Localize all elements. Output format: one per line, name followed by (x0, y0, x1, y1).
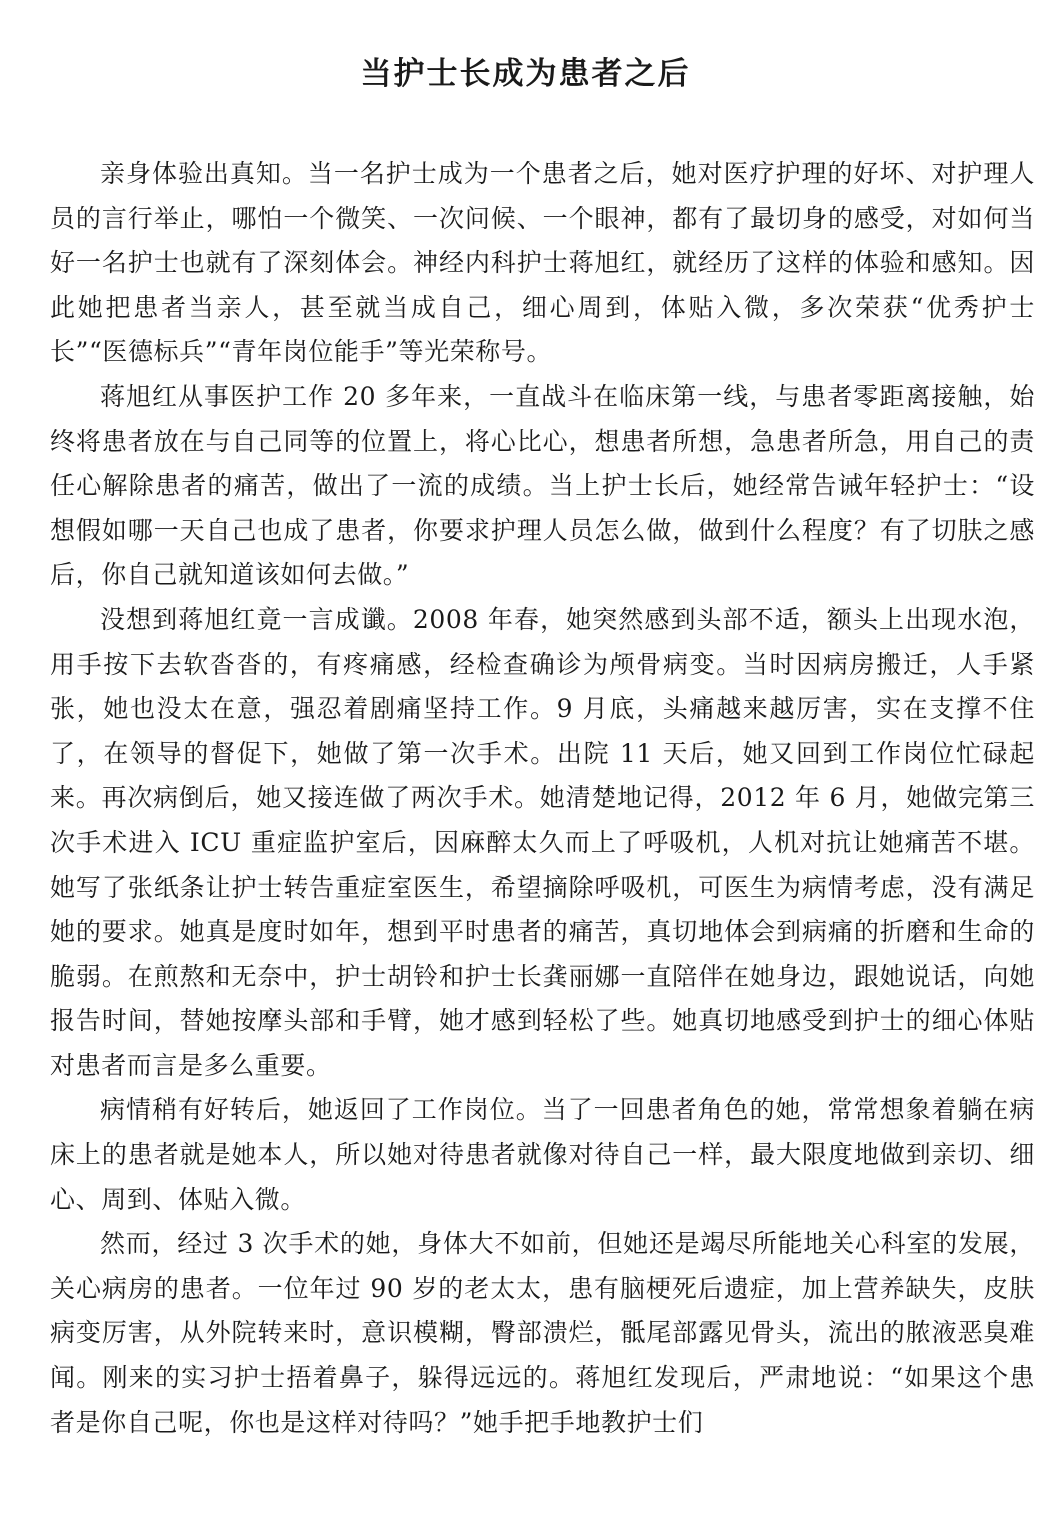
paragraph-4: 病情稍有好转后，她返回了工作岗位。当了一回患者角色的她，常常想象着躺在病床上的患者就是她本人，所以她对待患者就像对待自己一样，最大限度地做到亲切、细心、周到、体贴入微。 (50, 1095, 1035, 1214)
article-title: 当护士长成为患者之后 (360, 56, 691, 92)
paragraph-5: 然而，经过 3 次手术的她，身体大不如前，但她还是竭尽所能地关心科室的发展，关心病房的患者。一位年过 90 岁的老太太，患有脑梗死后遗症，加上营养缺失，皮肤病变厉害，从外院转来时，意识模糊，臀部溃烂，骶尾部露见骨头，流出的脓液恶臭难闻。刚来的实习护士捂着鼻子，躲得远远的。蒋旭红发现后，严肃地说：“如果这个患者是你自己呢，你也是这样对待吗？”她手把手地教护士们 (50, 1229, 1035, 1437)
article-body (50, 152, 1035, 1445)
paragraph-1: 亲身体验出真知。当一名护士成为一个患者之后，她对医疗护理的好坏、对护理人员的言行举止，哪怕一个微笑、一次问候、一个眼神，都有了最切身的感受，对如何当好一名护士也就有了深刻体会。神经内科护士蒋旭红，就经历了这样的体验和感知。因此她把患者当亲人，甚至就当成自己，细心周到，体贴入微，多次荣获“优秀护士长”“医德标兵”“青年岗位能手”等光荣称号。 (50, 159, 1035, 367)
paragraph-3: 没想到蒋旭红竟一言成谶。2008 年春，她突然感到头部不适，额头上出现水泡，用手按下去软沓沓的，有疼痛感，经检查确诊为颅骨病变。当时因病房搬迁，人手紧张，她也没太在意，强忍着剧痛坚持工作。9 月底，头痛越来越厉害，实在支撑不住了，在领导的督促下，她做了第一次手术。出院 11 天后，她又回到工作岗位忙碌起来。再次病倒后，她又接连做了两次手术。她清楚地记得，2012 年 6 月，她做完第三次手术进入 ICU 重症监护室后，因麻醉太久而上了呼吸机，人机对抗让她痛苦不堪。她写了张纸条让护士转告重症室医生，希望摘除呼吸机，可医生为病情考虑，没有满足她的要求。她真是度时如年，想到平时患者的痛苦，真切地体会到病痛的折磨和生命的脆弱。在煎熬和无奈中，护士胡铃和护士长龚丽娜一直陪伴在她身边，跟她说话，向她报告时间，替她按摩头部和手臂，她才感到轻松了些。她真切地感受到护士的细心体贴对患者而言是多么重要。 (50, 604, 1035, 1080)
paragraph-2: 蒋旭红从事医护工作 20 多年来，一直战斗在临床第一线，与患者零距离接触，始终将患者放在与自己同等的位置上，将心比心，想患者所想，急患者所急，用自己的责任心解除患者的痛苦，做出了一流的成绩。当上护士长后，她经常告诫年轻护士：“设想假如哪一天自己也成了患者，你要求护理人员怎么做，做到什么程度？有了切肤之感后，你自己就知道该如何去做。” (50, 381, 1035, 590)
